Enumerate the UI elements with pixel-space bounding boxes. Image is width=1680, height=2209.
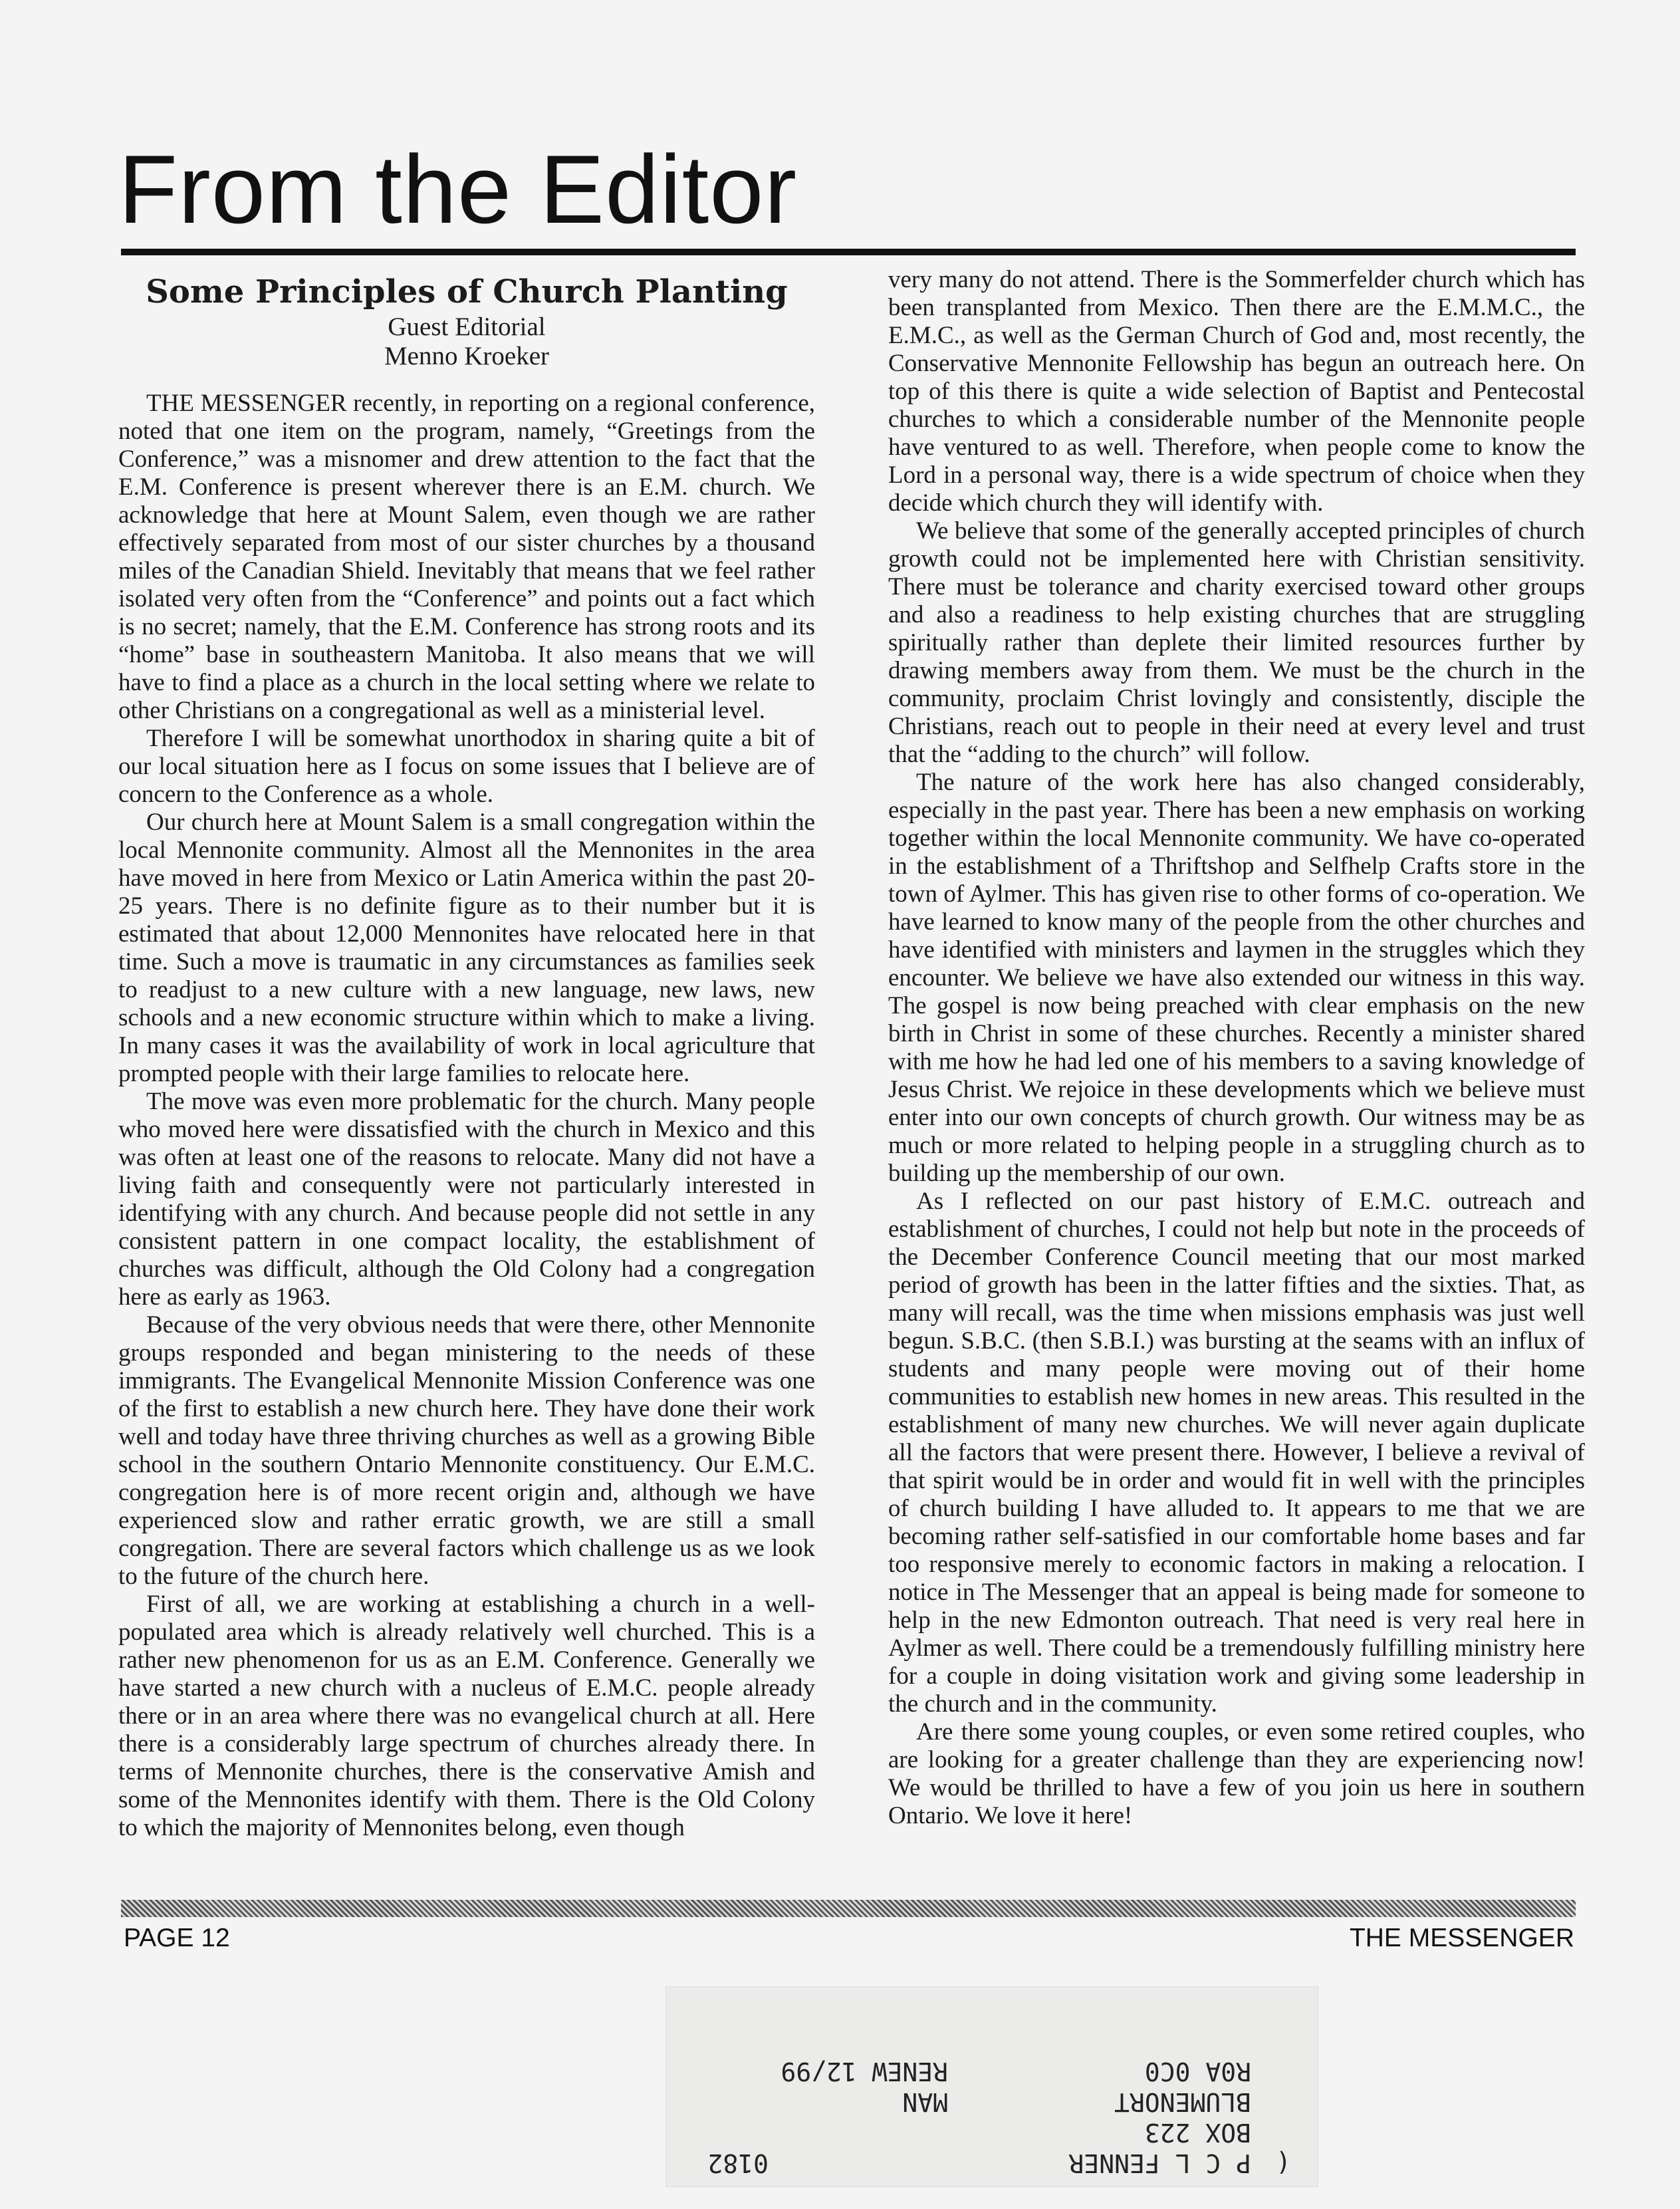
paragraph: very many do not attend. There is the Sommerfelder church which has been transplanted from Mexico. Then there are the E.M.M.C., the E.M.C., as well as the German Church of God and, most recently, the Conservative Mennonite Fellowship has begun an outreach here. On top of this there is quite a wide selection of Baptist and Pentecostal churches to which a considerable number of the Mennonite people have ventured to as well. Therefore, when people come to know the Lord in a personal way, there is a wide spectrum of choice when they decide which church they will identify with. <box>888 266 1585 517</box>
column-right <box>888 266 1585 1830</box>
paragraph: Are there some young couples, or even some retired couples, who are looking for a greater challenge than they are experiencing now! We would be thrilled to have a few of you join us here in southern Ontario. We love it here! <box>888 1718 1585 1829</box>
label-edge-mark: ( <box>1276 2148 1291 2178</box>
paragraph: Because of the very obvious needs that were there, other Mennonite groups responded and began ministering to the needs of these immigrants. The Evangelical Mennonite Mission Conference was one of the first to establish a new church here. They have done their work well and today have three thriving churches as well as a growing Bible school in the southern Ontario Mennonite constituency. Our E.M.C. congregation here is of more recent origin and, although we have experienced slow and rather erratic growth, we are still a small congregation. There are several factors which challenge us as we look to the future of the church here. <box>118 1311 816 1590</box>
page-number: PAGE 12 <box>124 1924 230 1952</box>
label-renewal: RENEW 12/99 <box>780 2057 948 2086</box>
section-title: From the Editor <box>118 135 798 243</box>
header-rule <box>121 249 1576 255</box>
paragraph: We believe that some of the generally accepted principles of church growth could not be implemented here with Christian sensitivity. There must be tolerance and charity exercised toward other groups and also a readiness to help existing churches that are struggling spiritually rather than deplete their limited resources further by drawing members away from them. We must be the church in the community, proclaim Christ lovingly and consistently, disciple the Christians, reach out to people in their need at every level and trust that the “adding to the church” will follow. <box>888 517 1585 768</box>
publication-name: THE MESSENGER <box>1349 1924 1574 1952</box>
mailing-label <box>666 1987 1318 2186</box>
article-kicker: Guest Editorial <box>388 313 546 341</box>
label-province: MAN <box>902 2087 948 2117</box>
column-left <box>118 266 815 1842</box>
paragraph: Therefore I will be somewhat unorthodox in sharing quite a bit of our local situation here as I focus on some issues that I believe are of concern to the Conference as a whole. <box>118 725 815 808</box>
article-author: Menno Kroeker <box>384 342 549 370</box>
label-postal-code: R0A 0C0 <box>1144 2057 1251 2086</box>
paragraph: Our church here at Mount Salem is a small congregation within the local Mennonite community. Almost all the Mennonites in the area have moved in here from Mexico or Latin America within the past 20-25 years. There is no definite figure as to their number but it is estimated that about 12,000 Mennonites have relocated here in that time. Such a move is traumatic in any circumstances as families seek to readjust to a new culture with a new language, new laws, new schools and a new economic structure within which to make a living. In many cases it was the availability of work in local agriculture that prompted people with their large families to relocate here. <box>118 809 815 1087</box>
article-headline: Some Principles of Church Planting <box>146 273 788 311</box>
label-code: 0182 <box>707 2148 769 2178</box>
paragraph: THE MESSENGER recently, in reporting on a regional conference, noted that one item on the program, namely, “Greetings from the Conference,” was a misnomer and drew attention to the fact that the E.M. Conference is present wherever there is an E.M. church. We acknowledge that here at Mount Salem, even though we are rather effectively separated from most of our sister churches by a thousand miles of the Canadian Shield. Inevitably that means that we feel rather isolated very often from the “Conference” and points out a fact which is no secret; namely, that the E.M. Conference has strong roots and its “home” base in southeastern Manitoba. It also means that we will have to find a place as a church in the local setting where we relate to other Christians on a congregational as well as a ministerial level. <box>118 390 815 724</box>
paragraph: As I reflected on our past history of E.M.C. outreach and establishment of churches, I could not help but note in the proceeds of the December Conference Council meeting that our most marked period of growth has been in the latter fifties and the sixties. That, as many will recall, was the time when missions emphasis was just well begun. S.B.C. (then S.B.I.) was bursting at the seams with an influx of students and many people were moving out of their home communities to establish new homes in new areas. This resulted in the establishment of many new churches. We will never again duplicate all the factors that were present there. However, I believe a revival of that spirit would be in order and would fit in well with the principles of church building I have alluded to. It appears to me that we are becoming rather self-satisfied in our comfortable home bases and far too responsive merely to economic factors in making a relocation. I notice in The Messenger that an appeal is being made for someone to help in the new Edmonton outreach. That need is very real here in Aylmer as well. There could be a tremendously fulfilling ministry here for a couple in doing visitation work and giving some leadership in the church and in the community. <box>888 1188 1585 1718</box>
label-box: BOX 223 <box>1144 2118 1251 2147</box>
paragraph: First of all, we are working at establishing a church in a well-populated area which is already relatively well churched. This is a rather new phenomenon for us as an E.M. Conference. Generally we have started a new church with a nucleus of E.M.C. people already there or in an area where there was no evangelical church at all. Here there is a considerably large spectrum of churches already there. In terms of Mennonite churches, there is the conservative Amish and some of the Mennonites identify with them. There is the Old Colony to which the majority of Mennonites belong, even though <box>118 1591 815 1841</box>
article-header <box>118 271 815 371</box>
mailing-label-text <box>666 1987 1318 2186</box>
paragraph: The move was even more problematic for the church. Many people who moved here were dissatisfied with the church in Mexico and this was often at least one of the reasons to relocate. Many did not have a living faith and consequently were not particularly interested in identifying with any church. And because people did not settle in any consistent pattern in one compact locality, the establishment of churches was difficult, although the Old Colony had a congregation here as early as 1963. <box>118 1088 815 1311</box>
label-town: BLUMENORT <box>1114 2087 1251 2117</box>
label-name: P C L FENNER <box>1068 2148 1251 2178</box>
footer-rule <box>121 1900 1576 1917</box>
paragraph: The nature of the work here has also changed considerably, especially in the past year. There has been a new emphasis on working together within the local Mennonite community. We have co-operated in the establishment of a Thriftshop and Selfhelp Crafts store in the town of Aylmer. This has given rise to other forms of co-operation. We have learned to know many of the people from the other churches and have identified with ministers and laymen in the struggles which they encounter. We believe we have also extended our witness in this way. The gospel is now being preached with clear emphasis on the new birth in Christ in some of these churches. Recently a minister shared with me how he had led one of his members to a saving knowledge of Jesus Christ. We rejoice in these developments which we believe must enter into our own concepts of church growth. Our witness may be as much or more related to helping people in a struggling church as to building up the membership of our own. <box>888 769 1585 1187</box>
